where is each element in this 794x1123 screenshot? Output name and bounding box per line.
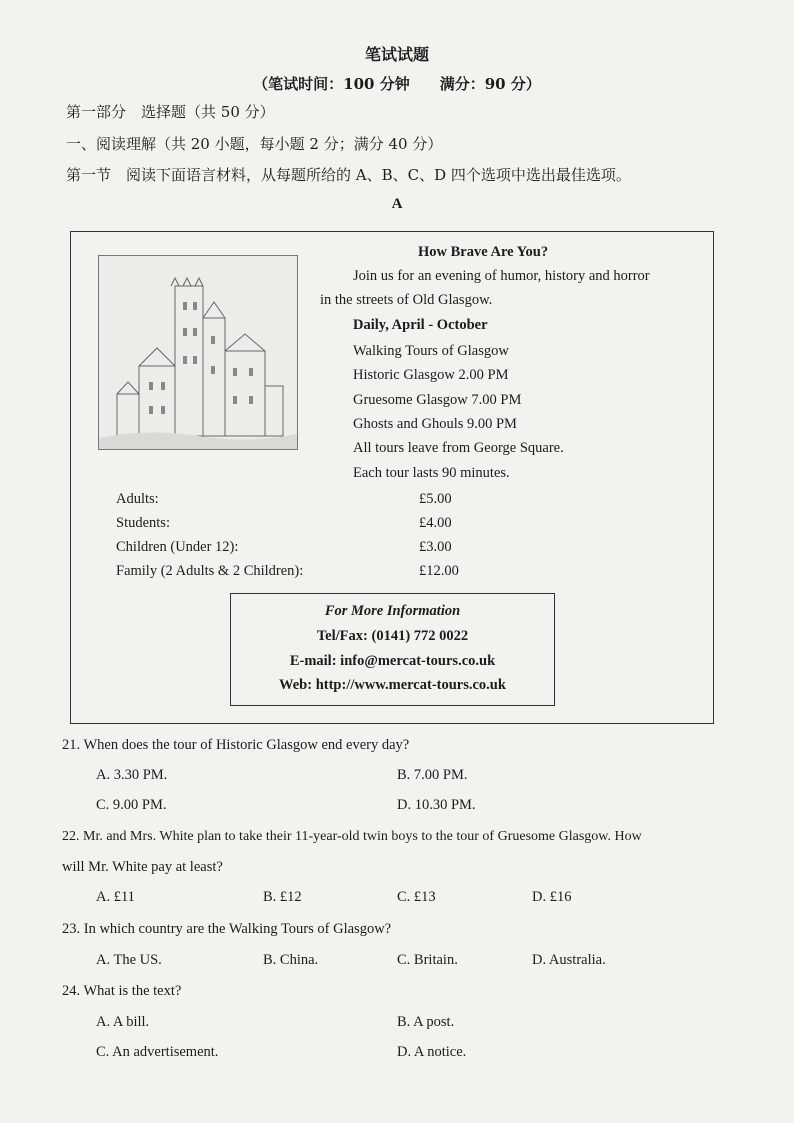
q22-option-c[interactable]: C. £13: [397, 889, 436, 905]
price-label-children: Children (Under 12):: [116, 539, 239, 555]
q23-option-d[interactable]: D. Australia.: [532, 952, 606, 968]
price-label-adults: Adults:: [116, 491, 159, 507]
ad-tours-heading: Walking Tours of Glasgow: [353, 343, 509, 359]
q23-option-c[interactable]: C. Britain.: [397, 952, 458, 968]
info-email: E-mail: info@mercat-tours.co.uk: [289, 653, 496, 669]
ad-tour-gruesome: Gruesome Glasgow 7.00 PM: [353, 392, 522, 408]
info-heading: For More Information: [324, 603, 461, 619]
ad-intro-line2: in the streets of Old Glasgow.: [320, 292, 493, 308]
q24-option-c[interactable]: C. An advertisement.: [96, 1044, 219, 1060]
q24-option-a[interactable]: A. A bill.: [96, 1014, 150, 1030]
price-value-family: £12.00: [419, 563, 459, 579]
price-value-students: £4.00: [419, 515, 452, 531]
price-value-adults: £5.00: [419, 491, 452, 507]
q21-option-d[interactable]: D. 10.30 PM.: [397, 797, 476, 813]
q21-option-c[interactable]: C. 9.00 PM.: [96, 797, 167, 813]
passage-letter: A: [391, 196, 403, 212]
reading-heading: 一、阅读理解（共 20 小题，每小题 2 分；满分 40 分）: [66, 135, 443, 153]
q23-option-b[interactable]: B. China.: [263, 952, 319, 968]
q21-option-b[interactable]: B. 7.00 PM.: [397, 767, 468, 783]
ad-duration: Each tour lasts 90 minutes.: [353, 465, 510, 481]
ad-dates: Daily, April - October: [353, 317, 488, 333]
q22-option-d[interactable]: D. £16: [532, 889, 572, 905]
question-21: 21. When does the tour of Historic Glasgow end every day?: [62, 737, 410, 753]
price-label-students: Students:: [116, 515, 170, 531]
ad-tour-historic: Historic Glasgow 2.00 PM: [353, 367, 509, 383]
price-value-children: £3.00: [419, 539, 452, 555]
part-heading: 第一部分 选择题（共 50 分）: [66, 103, 275, 121]
question-22-line1: 22. Mr. and Mrs. White plan to take their 11-year-old twin boys to the tour of Gruesome Glasgow. How: [62, 829, 642, 844]
q21-option-a[interactable]: A. 3.30 PM.: [96, 767, 168, 783]
q23-option-a[interactable]: A. The US.: [96, 952, 162, 968]
q22-option-a[interactable]: A. £11: [96, 889, 135, 905]
info-web: Web: http://www.mercat-tours.co.uk: [279, 677, 506, 693]
castle-image: [98, 255, 298, 450]
price-label-family: Family (2 Adults & 2 Children):: [116, 563, 304, 579]
exam-subtitle: （笔试时间：100 分钟 满分：90 分）: [253, 75, 541, 93]
ad-title: How Brave Are You?: [418, 244, 549, 260]
ad-departure: All tours leave from George Square.: [353, 440, 564, 456]
exam-title: 笔试试题: [364, 45, 429, 64]
info-tel: Tel/Fax: (0141) 772 0022: [316, 628, 469, 644]
question-23: 23. In which country are the Walking Tours of Glasgow?: [62, 921, 392, 937]
section-instruction: 第一节 阅读下面语言材料，从每题所给的 A、B、C、D 四个选项中选出最佳选项。: [66, 166, 631, 184]
q22-option-b[interactable]: B. £12: [263, 889, 302, 905]
question-22-line2: will Mr. White pay at least?: [62, 859, 223, 875]
ad-tour-ghosts: Ghosts and Ghouls 9.00 PM: [353, 416, 517, 432]
q24-option-d[interactable]: D. A notice.: [397, 1044, 467, 1060]
question-24: 24. What is the text?: [62, 983, 182, 999]
q24-option-b[interactable]: B. A post.: [397, 1014, 455, 1030]
ad-intro-line1: Join us for an evening of humor, history and horror: [353, 268, 650, 284]
